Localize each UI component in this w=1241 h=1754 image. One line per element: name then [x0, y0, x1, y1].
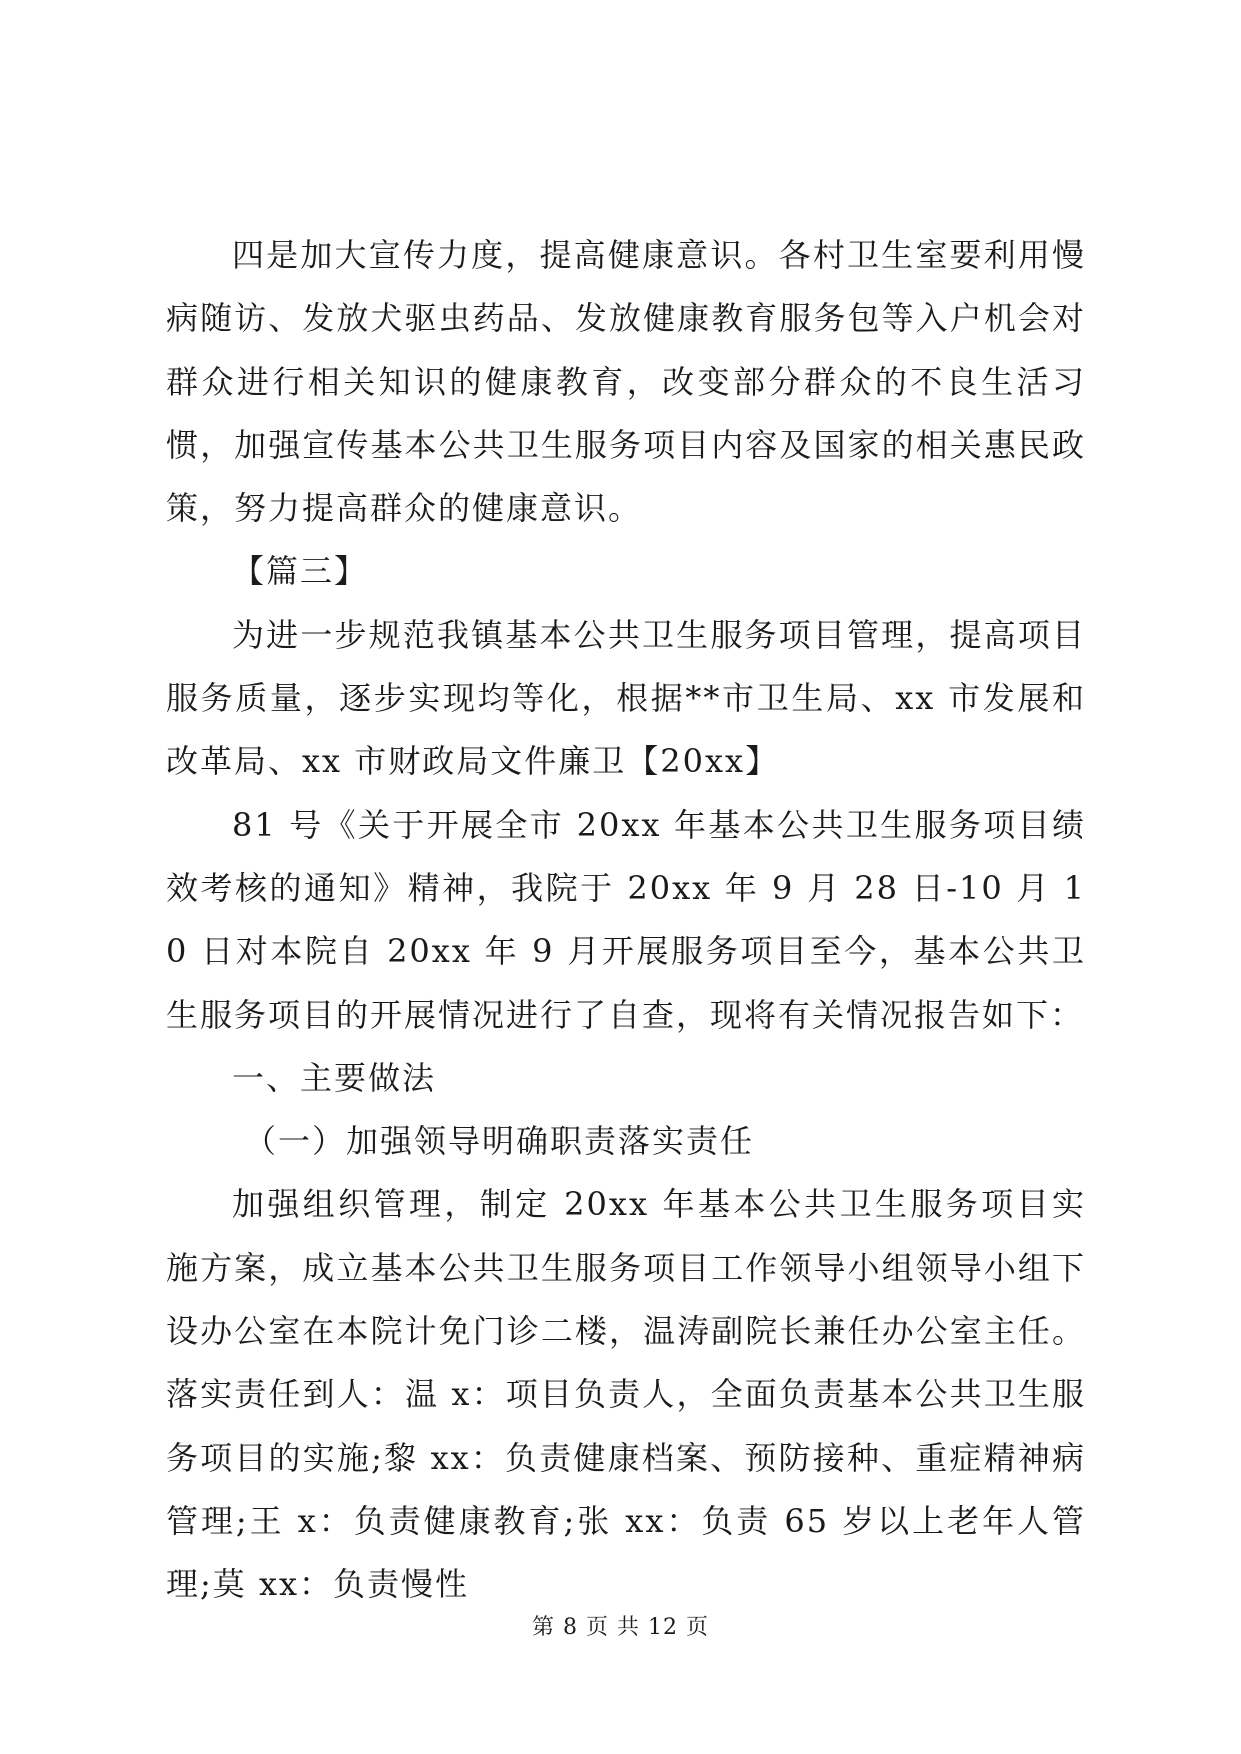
section-heading-part-three: 【篇三】 — [232, 552, 369, 591]
subheading-leadership: （一）加强领导明确职责落实责任 — [244, 1122, 755, 1161]
paragraph-organization: 加强组织管理，制定 20xx 年基本公共卫生服务项目实施方案，成立基本公共卫生服务项目工作领导小组领导小组下设办公室在本院计免门诊二楼，温涛副院长兼任办公室主任。落实责任到人：温 x：项目负责人，全面负责基本公共卫生服务项目的实施;黎 xx：负责健康档案、预防接种、重症精神病管理;王 x：负责健康教育;张 xx：负责 65 岁以上老年人管理;莫 xx：负责慢性 — [166, 1185, 1086, 1604]
paragraph-notice-reference: 81 号《关于开展全市 20xx 年基本公共卫生服务项目绩效考核的通知》精神，我院于 20xx 年 9 月 28 日-10 月 10 日对本院自 20xx 年 9 月开展服务项目至今，基本公共卫生服务项目的开展情况进行了自查，现将有关情况报告如下： — [166, 805, 1086, 1034]
paragraph-publicity: 四是加大宣传力度，提高健康意识。各村卫生室要利用慢病随访、发放犬驱虫药品、发放健康教育服务包等入户机会对群众进行相关知识的健康教育，改变部分群众的不良生活习惯，加强宣传基本公共卫生服务项目内容及国家的相关惠民政策，努力提高群众的健康意识。 — [166, 236, 1086, 528]
heading-main-practices: 一、主要做法 — [232, 1058, 437, 1097]
paragraph-introduction: 为进一步规范我镇基本公共卫生服务项目管理，提高项目服务质量，逐步实现均等化，根据**市卫生局、xx 市发展和改革局、xx 市财政局文件廉卫【20xx】 — [166, 615, 1086, 781]
document-body — [166, 224, 1086, 1617]
page-number-footer: 第 8 页 共 12 页 — [532, 1615, 709, 1640]
